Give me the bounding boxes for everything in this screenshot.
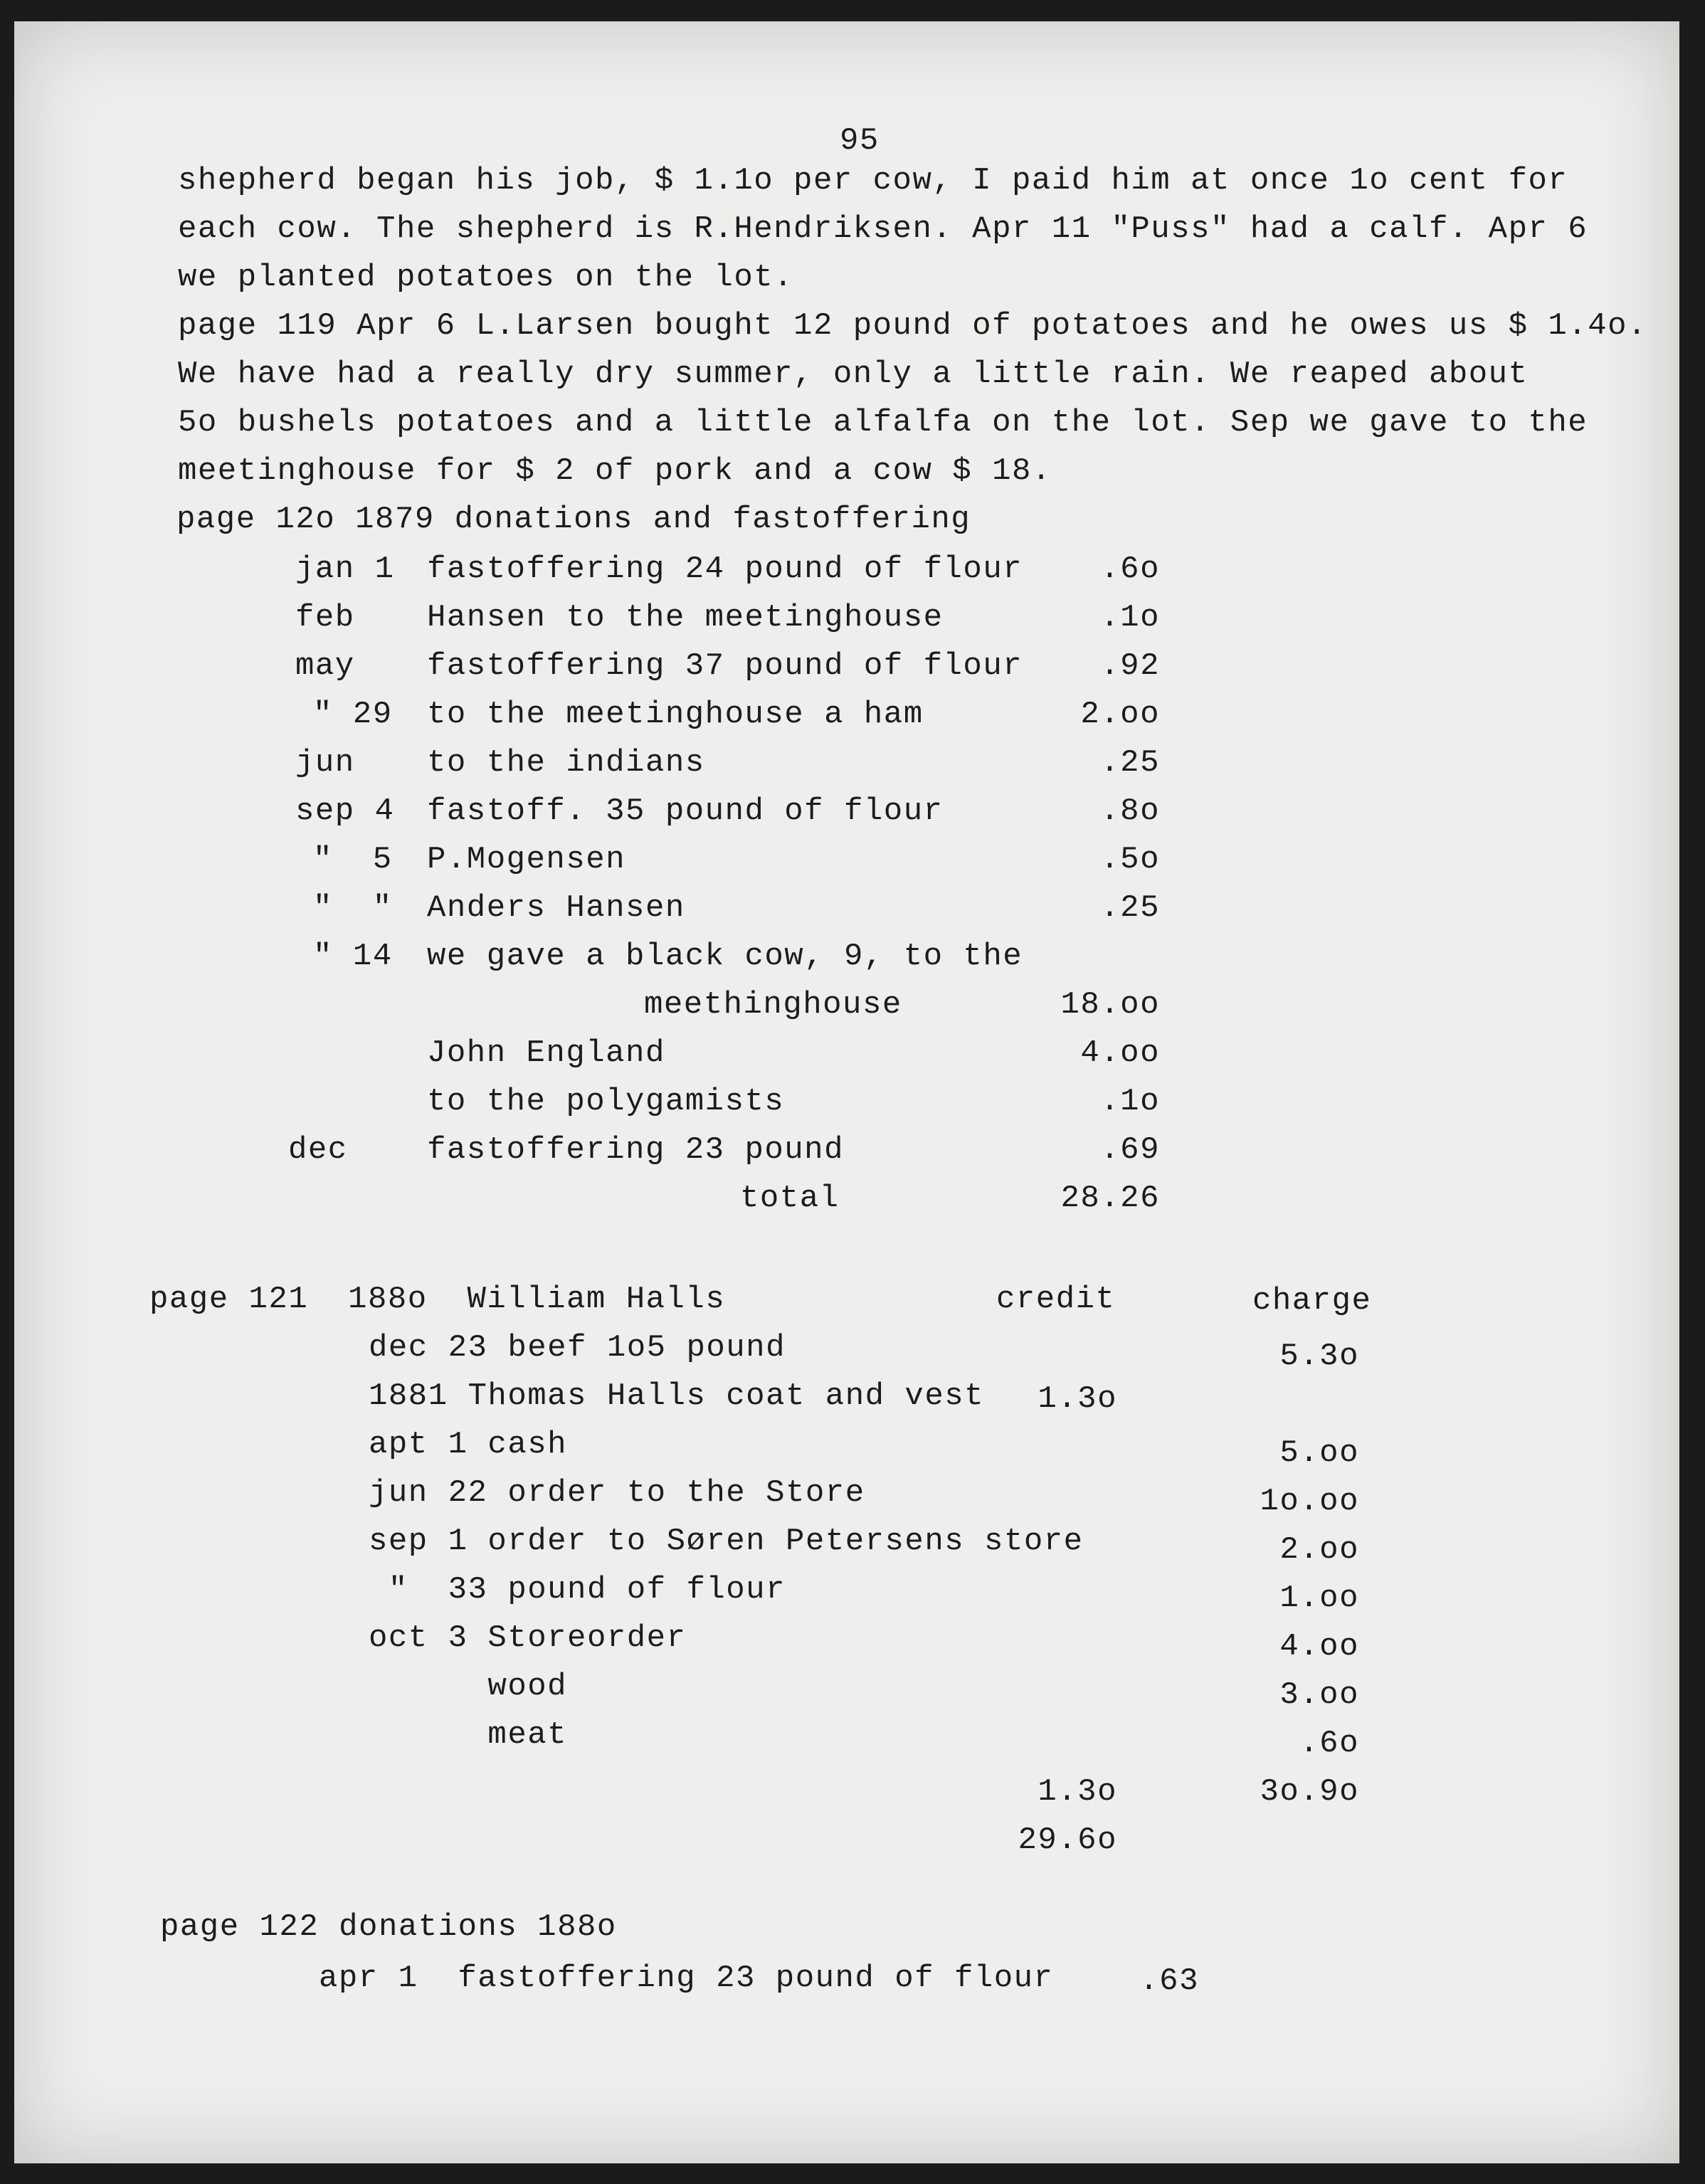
paragraph-line: shepherd began his job, $ 1.1o per cow, I paid him at once 1o cent for [178,163,1568,199]
row-amount: .25 [1100,890,1160,926]
row-charge: 5.3o [1279,1339,1359,1374]
row-description: fastoffering 24 pound of flour [427,552,1023,587]
paragraph-line: each cow. The shepherd is R.Hendriksen. Apr 11 "Puss" had a calf. Apr 6 [178,211,1588,247]
row-date: " " [313,890,393,926]
charge-total: 3o.9o [1260,1774,1359,1810]
charge-column-header: charge [1252,1283,1372,1319]
row-description: sep 1 order to Søren Petersens store [369,1524,1084,1559]
row-amount: .63 [1139,1963,1199,1999]
row-amount: .69 [1100,1132,1160,1168]
paragraph-line: 5o bushels potatoes and a little alfalfa on the lot. Sep we gave to the [178,405,1588,441]
row-description: to the indians [427,745,705,781]
row-description: fastoffering 37 pound of flour [427,648,1023,684]
row-date: feb [295,600,355,635]
row-date: may [295,648,355,684]
paragraph-line: page 119 Apr 6 L.Larsen bought 12 pound of potatoes and he owes us $ 1.4o. [178,308,1647,344]
row-description: fastoff. 35 pound of flour [427,793,944,829]
row-date: jan 1 [295,552,395,587]
row-date: sep 4 [295,793,395,829]
row-charge: 4.oo [1279,1629,1359,1665]
row-charge: .6o [1299,1726,1359,1761]
row-description: Hansen to the meetinghouse [427,600,944,635]
row-description: meat [369,1717,568,1753]
row-credit: 1.3o [1038,1381,1117,1417]
row-description: jun 22 order to the Store [369,1475,865,1511]
section-heading: page 12o 1879 donations and fastoffering [176,502,971,537]
row-description: apt 1 cash [369,1427,568,1462]
credit-total: 1.3o [1038,1774,1117,1810]
row-amount: .5o [1100,842,1160,877]
paragraph-line: meetinghouse for $ 2 of pork and a cow $ 18. [178,453,1052,489]
row-description: dec 23 beef 1o5 pound [369,1330,786,1366]
row-amount: .25 [1100,745,1160,781]
credit-column-header: credit [996,1282,1116,1317]
row-charge: 2.oo [1279,1532,1359,1568]
row-description: fastoffering 23 pound [427,1132,844,1168]
row-description: 1881 Thomas Halls coat and vest [369,1378,985,1414]
row-charge: 3.oo [1279,1677,1359,1713]
row-description: to the meetinghouse a ham [427,697,924,732]
row-date: dec [288,1132,348,1168]
row-amount: .92 [1100,648,1160,684]
row-description: wood [369,1669,568,1704]
paragraph-line: we planted potatoes on the lot. [178,260,794,295]
row-description: apr 1 fastoffering 23 pound of flour [319,1961,1054,1996]
row-date: " 29 [313,697,393,732]
total-value: 28.26 [1060,1181,1160,1216]
total-label: total [740,1181,840,1216]
row-description: John England [427,1035,665,1071]
row-description: to the polygamists [427,1084,785,1119]
paragraph-line: We have had a really dry summer, only a little rain. We reaped about [178,357,1529,392]
row-description: P.Mogensen [427,842,626,877]
row-charge: 1o.oo [1260,1484,1359,1519]
row-charge: 1.oo [1279,1581,1359,1616]
row-description: we gave a black cow, 9, to the [427,939,1023,974]
section-heading: page 121 188o William Halls [149,1282,726,1317]
row-amount: 4.oo [1080,1035,1160,1071]
row-description: Anders Hansen [427,890,685,926]
row-amount: 2.oo [1080,697,1160,732]
row-amount: .8o [1100,793,1160,829]
row-amount: .1o [1100,600,1160,635]
row-amount: .1o [1100,1084,1160,1119]
page-number: 95 [840,123,880,159]
row-charge: 5.oo [1279,1435,1359,1471]
balance-value: 29.6o [1018,1822,1117,1858]
row-description: oct 3 Storeorder [369,1620,687,1656]
row-description: " 33 pound of flour [369,1572,786,1608]
row-amount: .6o [1100,552,1160,587]
document-page [14,21,1679,2163]
row-amount: 18.oo [1060,987,1160,1023]
row-date: " 5 [313,842,393,877]
row-description: meethinghouse [644,987,902,1023]
section-heading: page 122 donations 188o [160,1909,617,1945]
row-date: jun [295,745,355,781]
row-date: " 14 [313,939,393,974]
